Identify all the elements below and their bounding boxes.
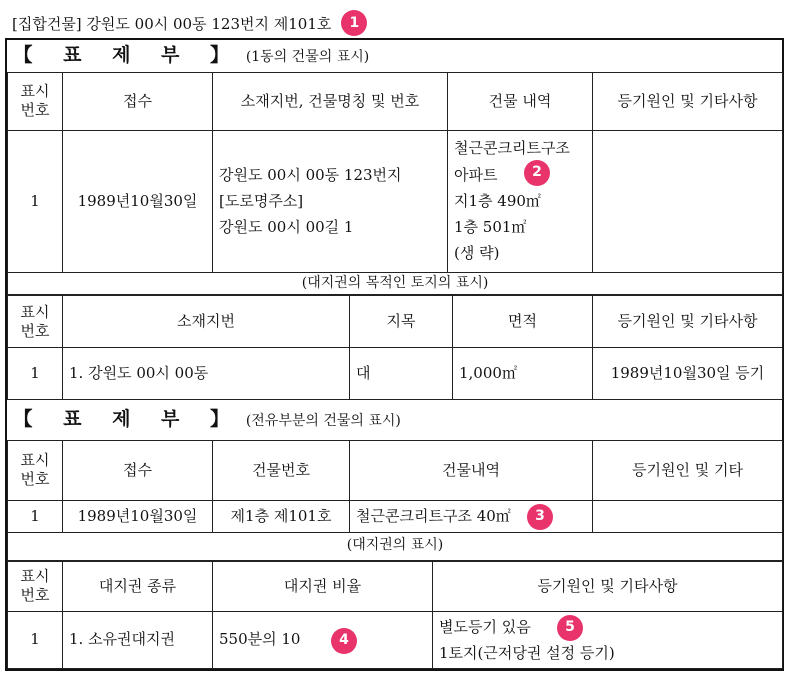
col-header-no: 표시 번호 [8, 296, 63, 348]
detail-line: 철근콘크리트구조 [454, 139, 570, 158]
marker-badge-5: 5 [557, 615, 583, 641]
rights-header-row [8, 561, 783, 611]
marker-badge-1: 1 [341, 10, 367, 36]
address-line: 강원도 00시 00동 123번지 [219, 165, 402, 184]
section1-data-row [8, 130, 783, 272]
section2-title-row [8, 400, 783, 440]
rights-remark-line: 1토지(근저당권 설정 등기) [439, 643, 615, 662]
section1-title: 【 표 제 부 】 [13, 43, 242, 66]
receipt-date: 1989년10월30일 [63, 130, 213, 272]
receipt-date: 1989년10월30일 [63, 500, 213, 532]
unit-remarks [593, 500, 783, 532]
col-header-location: 소재지번 [63, 296, 350, 348]
right-type: 1. 소유권대지권 [63, 611, 213, 669]
rights-remark-line: 별도등기 있음 [439, 617, 531, 636]
rights-remarks-cell [433, 611, 783, 669]
land-subtitle: (대지권의 목적인 토지의 표시) [8, 272, 783, 295]
detail-line: 지1층 490㎡ [454, 191, 541, 210]
col-header-no: 표시 번호 [8, 561, 63, 611]
building-no: 제1층 제101호 [213, 500, 350, 532]
col-header-receipt: 접수 [63, 72, 213, 130]
rights-subtitle: (대지권의 표시) [8, 532, 783, 560]
land-remarks: 1989년10월30일 등기 [593, 348, 783, 400]
col-header-building-no: 건물번호 [213, 440, 350, 500]
section1-header-row [8, 72, 783, 130]
building-detail-cell [448, 130, 593, 272]
col-header-remarks: 등기원인 및 기타 [593, 440, 783, 500]
section2-subtitle: (전유부분의 건물의 표시) [245, 412, 401, 429]
marker-badge-2: 2 [524, 160, 550, 186]
right-ratio: 550분의 10 [219, 630, 301, 649]
unit-detail-cell [350, 500, 593, 532]
col-header-building-detail: 건물내역 [350, 440, 593, 500]
row-no: 1 [8, 348, 63, 400]
row-no: 1 [8, 500, 63, 532]
land-category: 대 [350, 348, 453, 400]
land-location: 1. 강원도 00시 00동 [63, 348, 350, 400]
col-header-no: 표시 번호 [8, 72, 63, 130]
section2-table [7, 400, 783, 561]
row-no: 1 [8, 611, 63, 669]
section1-subtitle: (1동의 건물의 표시) [245, 48, 370, 65]
document-header [12, 10, 367, 36]
rights-table [7, 561, 783, 670]
registry-table [7, 40, 783, 295]
section2-data-row [8, 500, 783, 532]
marker-badge-3: 3 [527, 504, 553, 530]
col-header-building-detail: 건물 내역 [448, 72, 593, 130]
unit-detail: 철근콘크리트구조 40㎡ [356, 506, 511, 525]
header-title: [집합건물] 강원도 00시 00동 123번지 제101호 [12, 14, 332, 33]
col-header-address: 소재지번, 건물명칭 및 번호 [213, 72, 448, 130]
land-header-row [8, 296, 783, 348]
detail-line: 아파트 [454, 165, 498, 184]
address-line: [도로명주소] [219, 191, 304, 210]
remarks-cell [593, 130, 783, 272]
col-header-remarks: 등기원인 및 기타사항 [593, 72, 783, 130]
address-cell [213, 130, 448, 272]
section2-title: 【 표 제 부 】 [13, 407, 242, 430]
col-header-right-type: 대지권 종류 [63, 561, 213, 611]
marker-badge-4: 4 [331, 628, 357, 654]
section1-title-row [8, 40, 783, 72]
right-ratio-cell [213, 611, 433, 669]
col-header-area: 면적 [453, 296, 593, 348]
land-table [7, 295, 783, 400]
rights-data-row [8, 611, 783, 669]
detail-line: 1층 501㎡ [454, 218, 527, 237]
detail-line: (생 략) [454, 244, 500, 263]
col-header-category: 지목 [350, 296, 453, 348]
section2-header-row [8, 440, 783, 500]
registry-document [5, 38, 784, 671]
col-header-no: 표시 번호 [8, 440, 63, 500]
row-no: 1 [8, 130, 63, 272]
col-header-remarks: 등기원인 및 기타사항 [593, 296, 783, 348]
col-header-receipt: 접수 [63, 440, 213, 500]
land-area: 1,000㎡ [453, 348, 593, 400]
land-data-row [8, 348, 783, 400]
address-line: 강원도 00시 00길 1 [219, 218, 354, 237]
col-header-remarks: 등기원인 및 기타사항 [433, 561, 783, 611]
col-header-right-ratio: 대지권 비율 [213, 561, 433, 611]
